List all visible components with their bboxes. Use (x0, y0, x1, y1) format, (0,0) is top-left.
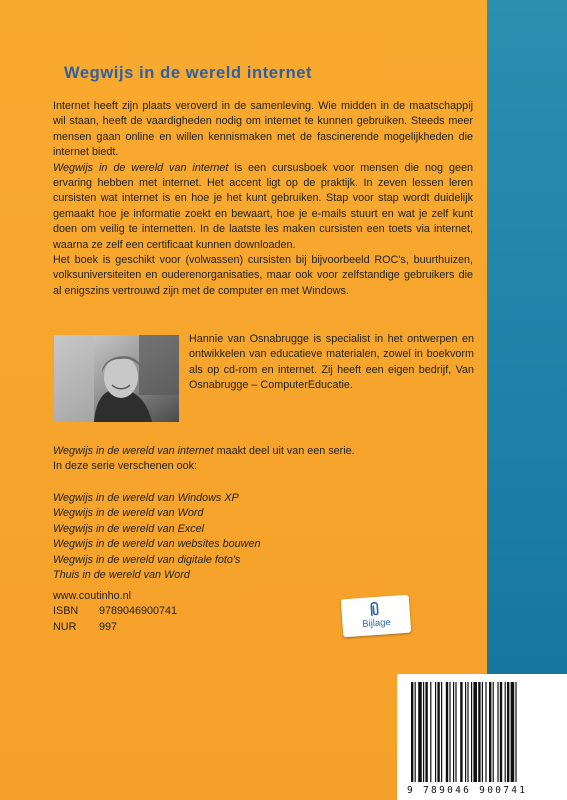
barcode-bar (465, 682, 466, 782)
list-item: Wegwijs in de wereld van Excel (53, 522, 205, 535)
barcode-bar (460, 682, 462, 782)
barcode-bar (473, 682, 477, 782)
barcode-bar (505, 682, 506, 782)
series-intro (53, 444, 473, 475)
nur-value: 997 (99, 620, 118, 633)
barcode-bar (511, 682, 515, 782)
intro-paragraph: Internet heeft zijn plaats veroverd in de samenleving. Wie midden in de maatschappij wil staan, heeft de vaardigheden nodig om internet te kunnen gebruiken. Steeds meer mensen gaan online en willen kennismaken met de fascinerende mogelijkheden die internet biedt. (53, 100, 473, 159)
badge-label: Bijlage (361, 617, 392, 630)
series-book-title: Wegwijs in de wereld van internet (53, 445, 214, 457)
barcode-bar (418, 682, 422, 782)
author-bio: Hannie van Osnabrugge is specialist in het ontwerpen en ontwikkelen van educatieve materialen, zowel in boekvorm als op cd-rom en internet. Zij heeft een eigen bedrijf, Van Osnabrugge – ComputerEducatie. (189, 333, 474, 392)
barcode-bar (437, 682, 439, 782)
barcode-bar (411, 682, 413, 782)
book-paragraph-text: is een cursusboek voor mensen die nog geen ervaring hebben met internet. Het accent ligt op de praktijk. In zeven lessen leren cursisten wat internet is en hoe je het kunt gebruiken. Stap voor stap wordt duidelijk gemaakt hoe je informatie zoekt en bewaart, hoe je e-mails stuurt en wat je zelf kunt doen om veilig te internetten. In de laatste les maken cursisten een toets via internet, waarna ze zelf een certificaat kunnen downloaden. (53, 161, 473, 251)
series-intro-line2: In deze serie verschenen ook: (53, 460, 198, 473)
barcode (397, 674, 567, 800)
barcode-bar (455, 682, 456, 782)
barcode-bar (435, 682, 436, 782)
series-book-list (53, 491, 473, 583)
paperclip-icon (367, 600, 382, 619)
barcode-bar (441, 682, 442, 782)
barcode-bar (478, 682, 480, 782)
list-item: Wegwijs in de wereld van Word (53, 507, 204, 520)
book-title-italic: Wegwijs in de wereld van internet (53, 161, 229, 174)
list-item: Thuis in de wereld van Word (53, 569, 190, 582)
cover-title: Wegwijs in de wereld internet (64, 64, 313, 82)
book-paragraph (53, 161, 473, 253)
barcode-bar (467, 682, 468, 782)
barcode-bar (497, 682, 498, 782)
isbn-label: ISBN (53, 605, 79, 618)
barcode-bar (507, 682, 509, 782)
series-intro-text: maakt deel uit van een serie. (213, 445, 355, 457)
barcode-bar (430, 682, 431, 782)
list-item: Wegwijs in de wereld van Windows XP (53, 492, 239, 504)
list-item: Wegwijs in de wereld van digitale foto's (53, 553, 241, 566)
barcode-bar (485, 682, 486, 782)
isbn-value: 9789046900741 (99, 605, 178, 618)
barcode-bar (515, 682, 516, 782)
publisher-url: www.coutinho.nl (53, 590, 132, 602)
audience-paragraph: Het boek is geschikt voor (volwassen) cursisten bij bijvoorbeeld ROC's, buurthuizen, volksuniversiteiten en ouderenorganisaties, maar ook voor zelfstandige gebruikers die al enigszins vertrouwd zijn met de computer en met Windows. (53, 254, 473, 297)
barcode-bar (453, 682, 454, 782)
barcode-bar (423, 682, 424, 782)
series-intro-line1 (53, 444, 473, 459)
author-photo (54, 335, 179, 422)
barcode-number: 9 789046 900741 (407, 785, 528, 796)
barcode-bar (482, 682, 483, 782)
list-item: Wegwijs in de wereld van websites bouwen (53, 538, 261, 551)
publication-info (53, 589, 177, 635)
nur-row (53, 620, 177, 635)
isbn-row (53, 604, 177, 619)
nur-label: NUR (53, 620, 77, 633)
barcode-bar (500, 682, 502, 782)
attachment-badge (341, 595, 411, 638)
barcode-bars (411, 682, 557, 782)
description (53, 99, 473, 299)
barcode-bar (425, 682, 427, 782)
barcode-bar (415, 682, 416, 782)
barcode-bar (493, 682, 494, 782)
barcode-bar (446, 682, 448, 782)
barcode-bar (449, 682, 450, 782)
barcode-bar (489, 682, 491, 782)
barcode-bar (471, 682, 472, 782)
